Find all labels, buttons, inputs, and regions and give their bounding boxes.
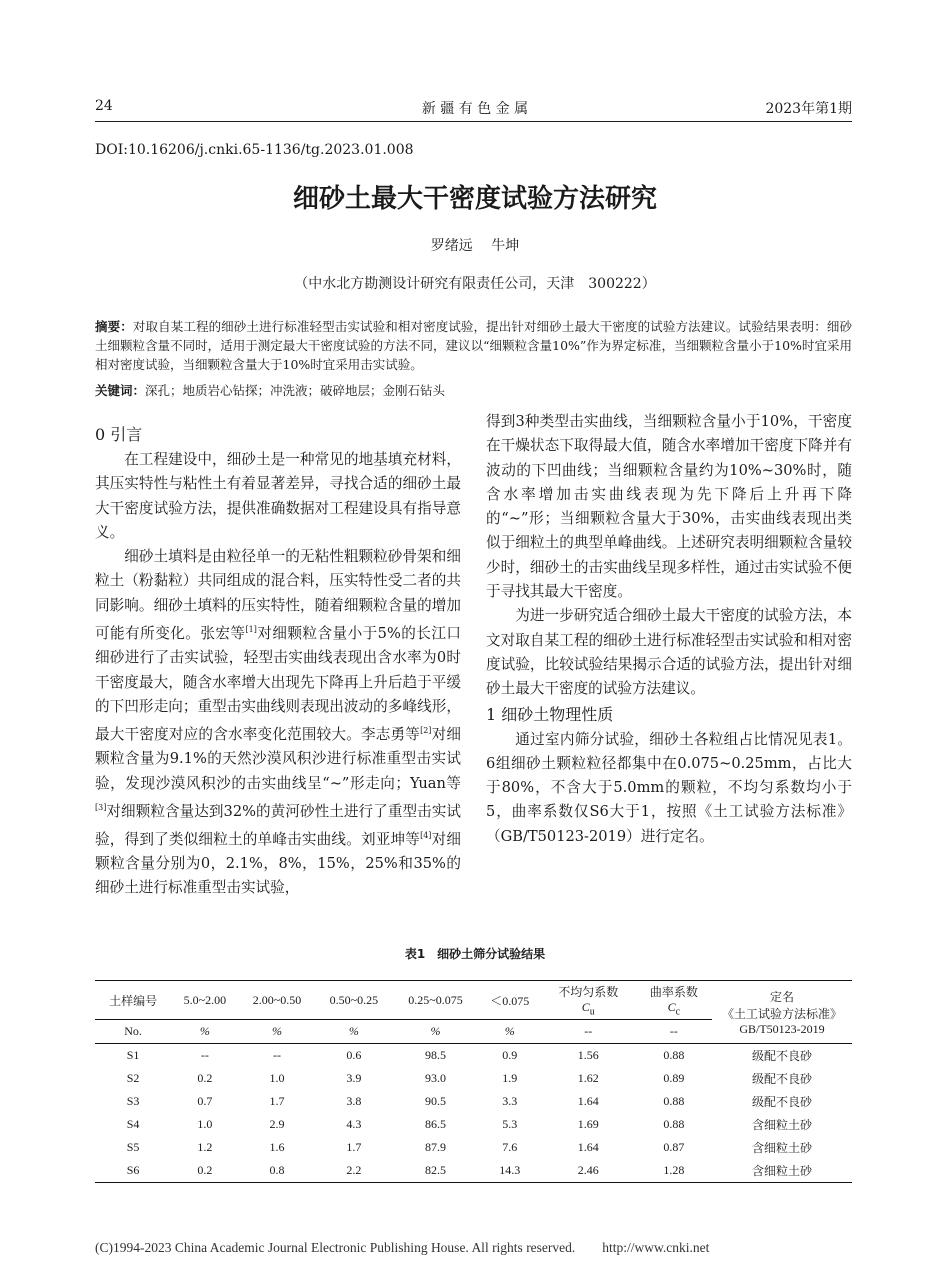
table-cell: 0.87 <box>663 1140 685 1154</box>
table-cell: 3.8 <box>346 1094 362 1108</box>
table-cell: 1.0 <box>197 1117 213 1131</box>
table-row <box>95 1044 852 1068</box>
intro-text-e: 对细颗粒含量分别为0，2.1%，8%，15%，25%和35%的细砂土进行标准重型击实试验， <box>95 830 461 897</box>
th-name-label: 定名 <box>769 989 794 1004</box>
abstract-label: 摘要： <box>95 319 133 334</box>
table-caption: 表1 细砂土筛分试验结果 <box>404 947 546 961</box>
table-cell: 含细粒土砂 <box>751 1141 812 1155</box>
table-cell: 3.9 <box>346 1071 362 1085</box>
table-cell: S6 <box>126 1163 140 1177</box>
intro-continued: 得到3种类型击实曲线，当细颗粒含量小于10%，干密度在干燥状态下取得最大值，随含水率增加干密度下降并有波动的下凹曲线；当细颗粒含量约为10%~30%时，随含水率增加击实曲线表现为先下降后上升再下降的“~”形；当细颗粒含量大于30%，击实曲线表现出类似于细粒土的典型单峰曲线。上述研究表明细颗粒含量较少时，细砂土的击实曲线呈现多样性，通过击实试验不便于寻找其最大干密度。 <box>486 413 852 601</box>
table-cell: 1.0 <box>269 1071 285 1085</box>
cu-symbol: C <box>581 999 590 1014</box>
table-cell: 4.3 <box>346 1117 362 1131</box>
table-cell: 1.7 <box>346 1140 362 1154</box>
unit-cu: -- <box>584 1024 593 1038</box>
table-cell: 1.64 <box>577 1094 599 1108</box>
table-cell: 1.69 <box>577 1117 599 1131</box>
header-rule <box>95 121 852 122</box>
table-row <box>95 1113 852 1136</box>
journal-name: 新 疆 有 色 金 属 <box>421 101 529 117</box>
doi[interactable]: DOI:10.16206/j.cnki.65-1136/tg.2023.01.008 <box>95 142 414 158</box>
table-cell: 0.89 <box>663 1071 685 1085</box>
table-cell: 1.2 <box>197 1140 213 1154</box>
table-cell: 0.7 <box>197 1094 213 1108</box>
copyright-footer: (C)1994-2023 China Academic Journal Electronic Publishing House. All rights reserved. http://www.cnki.net <box>95 1240 710 1255</box>
table-cell: 1.28 <box>663 1163 685 1177</box>
th-name-sub: 《土工试验方法标准》GB/T50123-2019 <box>721 1006 842 1036</box>
table-cell: 2.46 <box>577 1163 599 1177</box>
th-5-2: 5.0~2.00 <box>183 992 227 1007</box>
table-cell: 0.8 <box>269 1163 285 1177</box>
affiliation: （中水北方勘测设计研究有限责任公司，天津 300222） <box>294 276 656 292</box>
section-1-heading: 1 细砂土物理性质 <box>486 704 614 724</box>
citation-2[interactable]: [2] <box>420 726 432 736</box>
intro-text-c: 对细颗粒含量为9.1%的天然沙漠风积沙进行标准重型击实试验，发现沙漠风积沙的击实曲线呈“~”形走向；Yuan等 <box>95 725 461 792</box>
table-cell: 1.56 <box>577 1048 599 1062</box>
unit-1: % <box>199 1024 210 1038</box>
table-cell: 级配不良砂 <box>751 1049 812 1063</box>
citation-3[interactable]: [3] <box>95 802 107 812</box>
th-name <box>712 981 852 1044</box>
table-cell: S3 <box>126 1094 140 1108</box>
sieve-results-table <box>95 980 852 1183</box>
table-cell: 93.0 <box>425 1071 447 1085</box>
table-cell: 0.88 <box>663 1094 685 1108</box>
th-05-025: 0.50~0.25 <box>329 992 379 1007</box>
th-lt-0075: ＜0.075 <box>490 993 530 1008</box>
cc-sub: c <box>675 1006 681 1018</box>
table-cell: 1.64 <box>577 1140 599 1154</box>
abstract-text: 对取自某工程的细砂土进行标准轻型击实试验和相对密度试验，提出针对细砂土最大干密度的试验方法建议。试验结果表明：细砂土细颗粒含量不同时，适用于测定最大干密度试验的方法不同，建议以“细颗粒含量10%”作为界定标准，当细颗粒含量小于10%时宜采用相对密度试验，当细颗粒含量大于10%时宜采用击实试验。 <box>95 319 852 372</box>
section-0-heading: 0 引言 <box>95 425 143 444</box>
left-column <box>95 422 461 901</box>
table-cell: 0.9 <box>502 1048 518 1062</box>
table-cell: 含细粒土砂 <box>751 1118 812 1132</box>
unit-no: No. <box>124 1024 142 1038</box>
table-cell: 7.6 <box>502 1140 518 1154</box>
table-cell: S4 <box>126 1117 140 1131</box>
th-cc-label: 曲率系数 <box>649 984 698 999</box>
th-sample: 土样编号 <box>109 993 158 1008</box>
table-row <box>95 1136 852 1159</box>
table-cell: 5.3 <box>502 1117 518 1131</box>
intro-paragraph-3: 为进一步研究适合细砂土最大干密度的试验方法，本文对取自某工程的细砂土进行标准轻型击实试验和相对密度试验，比较试验结果揭示合适的试验方法，提出针对细砂土最大干密度的试验方法建议。 <box>486 607 852 698</box>
unit-3: % <box>348 1024 359 1038</box>
paper-title: 细砂土最大干密度试验方法研究 <box>292 184 657 214</box>
table-cell: 14.3 <box>499 1163 521 1177</box>
section-1-paragraph: 通过室内筛分试验，细砂土各粒组占比情况见表1。6组细砂土颗粒粒径都集中在0.075~0.25mm，占比大于80%，不含大于5.0mm的颗粒，不均匀系数均小于5，曲率系数仅S6大于1，按照《土工试验方法标准》（GB/T50123-2019）进行定名。 <box>486 730 852 845</box>
authors: 罗绪远 牛坤 <box>430 238 520 254</box>
table-cell: 1.7 <box>269 1094 285 1108</box>
citation-1[interactable]: [1] <box>245 625 257 635</box>
th-cu <box>541 981 636 1020</box>
issue-label: 2023年第1期 <box>765 101 852 117</box>
table-cell: -- <box>272 1048 281 1062</box>
page-number: 24 <box>95 98 113 114</box>
unit-cc: -- <box>669 1024 678 1038</box>
table-cell: 0.2 <box>197 1163 213 1177</box>
th-cu-label: 不均匀系数 <box>558 984 619 999</box>
intro-paragraph-2 <box>95 545 461 901</box>
table-cell: 1.6 <box>269 1140 285 1154</box>
citation-4[interactable]: [4] <box>420 831 432 841</box>
table-cell: S5 <box>126 1140 140 1154</box>
table-cell: 1.62 <box>577 1071 599 1085</box>
right-column <box>486 410 852 849</box>
table-row <box>95 1090 852 1113</box>
abstract <box>95 317 852 374</box>
th-2-05: 2.00~0.50 <box>252 992 302 1007</box>
table-cell: 1.9 <box>502 1071 518 1085</box>
cc-symbol: C <box>667 999 676 1014</box>
intro-paragraph-1: 在工程建设中，细砂土是一种常见的地基填充材料，其压实特性与粘性土有着显著差异，寻找合适的细砂土最大干密度试验方法，提供准确数据对工程建设具有指导意义。 <box>95 451 461 541</box>
table-cell: 0.2 <box>197 1071 213 1085</box>
unit-2: % <box>271 1024 282 1038</box>
table-cell: 0.6 <box>346 1048 362 1062</box>
table-row <box>95 1159 852 1183</box>
table-cell: 含细粒土砂 <box>751 1164 812 1178</box>
table-cell: 0.88 <box>663 1117 685 1131</box>
table-row <box>95 1067 852 1090</box>
table-cell: S1 <box>126 1048 140 1062</box>
table-cell: 级配不良砂 <box>751 1095 812 1109</box>
unit-5: % <box>504 1024 515 1038</box>
cu-sub: u <box>589 1006 595 1018</box>
table-cell: 90.5 <box>425 1094 447 1108</box>
table-cell: 87.9 <box>425 1140 447 1154</box>
table-cell: -- <box>200 1048 209 1062</box>
table-cell: 98.5 <box>425 1048 447 1062</box>
th-025-0075: 0.25~0.075 <box>408 992 463 1007</box>
intro-text-b: 对细颗粒含量小于5%的长江口细砂进行了击实试验，轻型击实曲线表现出含水率为0时干密度最大，随含水率增大出现先下降再上升后趋于平缓的下凹形走向；重型击实曲线则表现出波动的多峰线形，最大干密度对应的含水率变化范围较大。李志勇等 <box>95 624 461 743</box>
th-cc <box>636 981 712 1020</box>
table-cell: 3.3 <box>502 1094 518 1108</box>
keywords-label: 关键词： <box>95 383 146 398</box>
table-cell: 2.9 <box>269 1117 285 1131</box>
intro-text-d: 对细颗粒含量达到32%的黄河砂性土进行了重型击实试验，得到了类似细粒土的单峰击实曲线。刘亚坤等 <box>95 802 461 848</box>
table-cell: 86.5 <box>425 1117 447 1131</box>
unit-4: % <box>430 1024 441 1038</box>
keywords <box>95 381 852 399</box>
table-cell: 级配不良砂 <box>751 1072 812 1086</box>
table-cell: S2 <box>126 1071 140 1085</box>
table-cell: 82.5 <box>425 1163 447 1177</box>
table-cell: 2.2 <box>346 1163 362 1177</box>
intro-text-a: 细砂土填料是由粒径单一的无粘性粗颗粒砂骨架和细粒土（粉黏粒）共同组成的混合料，压实特性受二者的共同影响。细砂土填料的压实特性，随着细颗粒含量的增加可能有所变化。张宏等 <box>95 548 461 642</box>
keywords-text: 深孔；地质岩心钻探；冲洗液；破碎地层；金刚石钻头 <box>145 383 446 398</box>
table-body <box>95 1044 852 1183</box>
table-cell: 0.88 <box>663 1048 685 1062</box>
